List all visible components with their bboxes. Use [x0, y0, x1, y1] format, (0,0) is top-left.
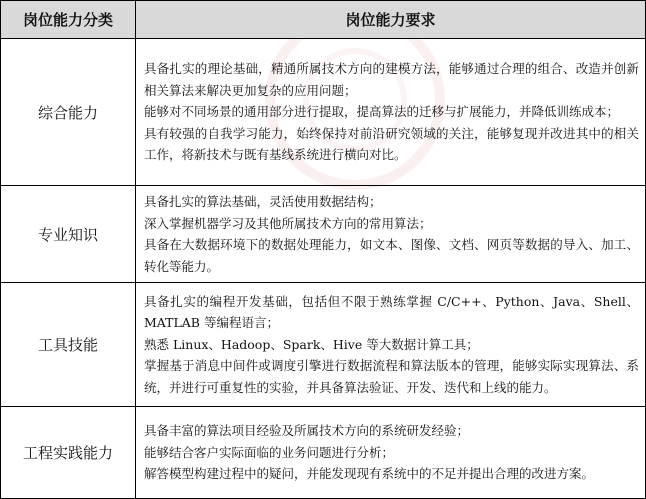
requirements-cell — [136, 39, 646, 186]
requirement-line: 掌握基于消息中间件或调度引擎进行数据流程和算法版本的管理，能够实际实现算法、系统，并进行可重复性的实验，并具备算法验证、开发、迭代和上线的能力。 — [144, 358, 639, 395]
table-row — [1, 39, 646, 186]
requirement-line: 具有较强的自我学习能力，始终保持对前沿研究领域的关注，能够复现并改进其中的相关工作，将新技术与既有基线系统进行横向对比。 — [144, 125, 639, 163]
requirements-cell — [136, 283, 646, 407]
header-category: 岗位能力分类 — [1, 1, 136, 39]
category-cell: 专业知识 — [1, 186, 136, 283]
requirement-line: 具备扎实的编程开发基础，包括但不限于熟练掌握 C/C++、Python、Java、Shell、MATLAB 等编程语言； — [144, 293, 639, 331]
header-requirements: 岗位能力要求 — [136, 1, 646, 39]
requirement-line: 能够对不同场景的通用部分进行提取，提高算法的迁移与扩展能力，并降低训练成本； — [144, 104, 620, 120]
requirement-line: 熟悉 Linux、Hadoop、Spark、Hive 等大数据计算工具； — [144, 336, 479, 352]
requirement-line: 具备扎实的理论基础，精通所属技术方向的建模方法，能够通过合理的组合、改造并创新相关算法来解决更加复杂的应用问题； — [144, 61, 639, 98]
table-row — [1, 186, 646, 283]
requirement-line: 能够结合客户实际面临的业务问题进行分析； — [144, 444, 395, 460]
category-cell: 工程实践能力 — [1, 407, 136, 499]
table-row — [1, 407, 646, 499]
table-row — [1, 283, 646, 407]
requirement-line: 解答模型构建过程中的疑问，并能发现现有系统中的不足并提出合理的改进方案。 — [144, 466, 595, 482]
requirement-line: 具备丰富的算法项目经验及所属技术方向的系统研发经验； — [144, 423, 470, 439]
requirement-line: 深入掌握机器学习及其他所属技术方向的常用算法； — [144, 215, 432, 231]
category-cell: 综合能力 — [1, 39, 136, 186]
requirement-line: 具备在大数据环境下的数据处理能力，如文本、图像、文档、网页等数据的导入、加工、转化等能力。 — [144, 237, 639, 274]
requirement-line: 具备扎实的算法基础，灵活使用数据结构； — [144, 194, 382, 209]
table-header-row — [1, 1, 646, 39]
category-cell: 工具技能 — [1, 283, 136, 407]
requirements-cell — [136, 186, 646, 283]
requirements-cell — [136, 407, 646, 499]
